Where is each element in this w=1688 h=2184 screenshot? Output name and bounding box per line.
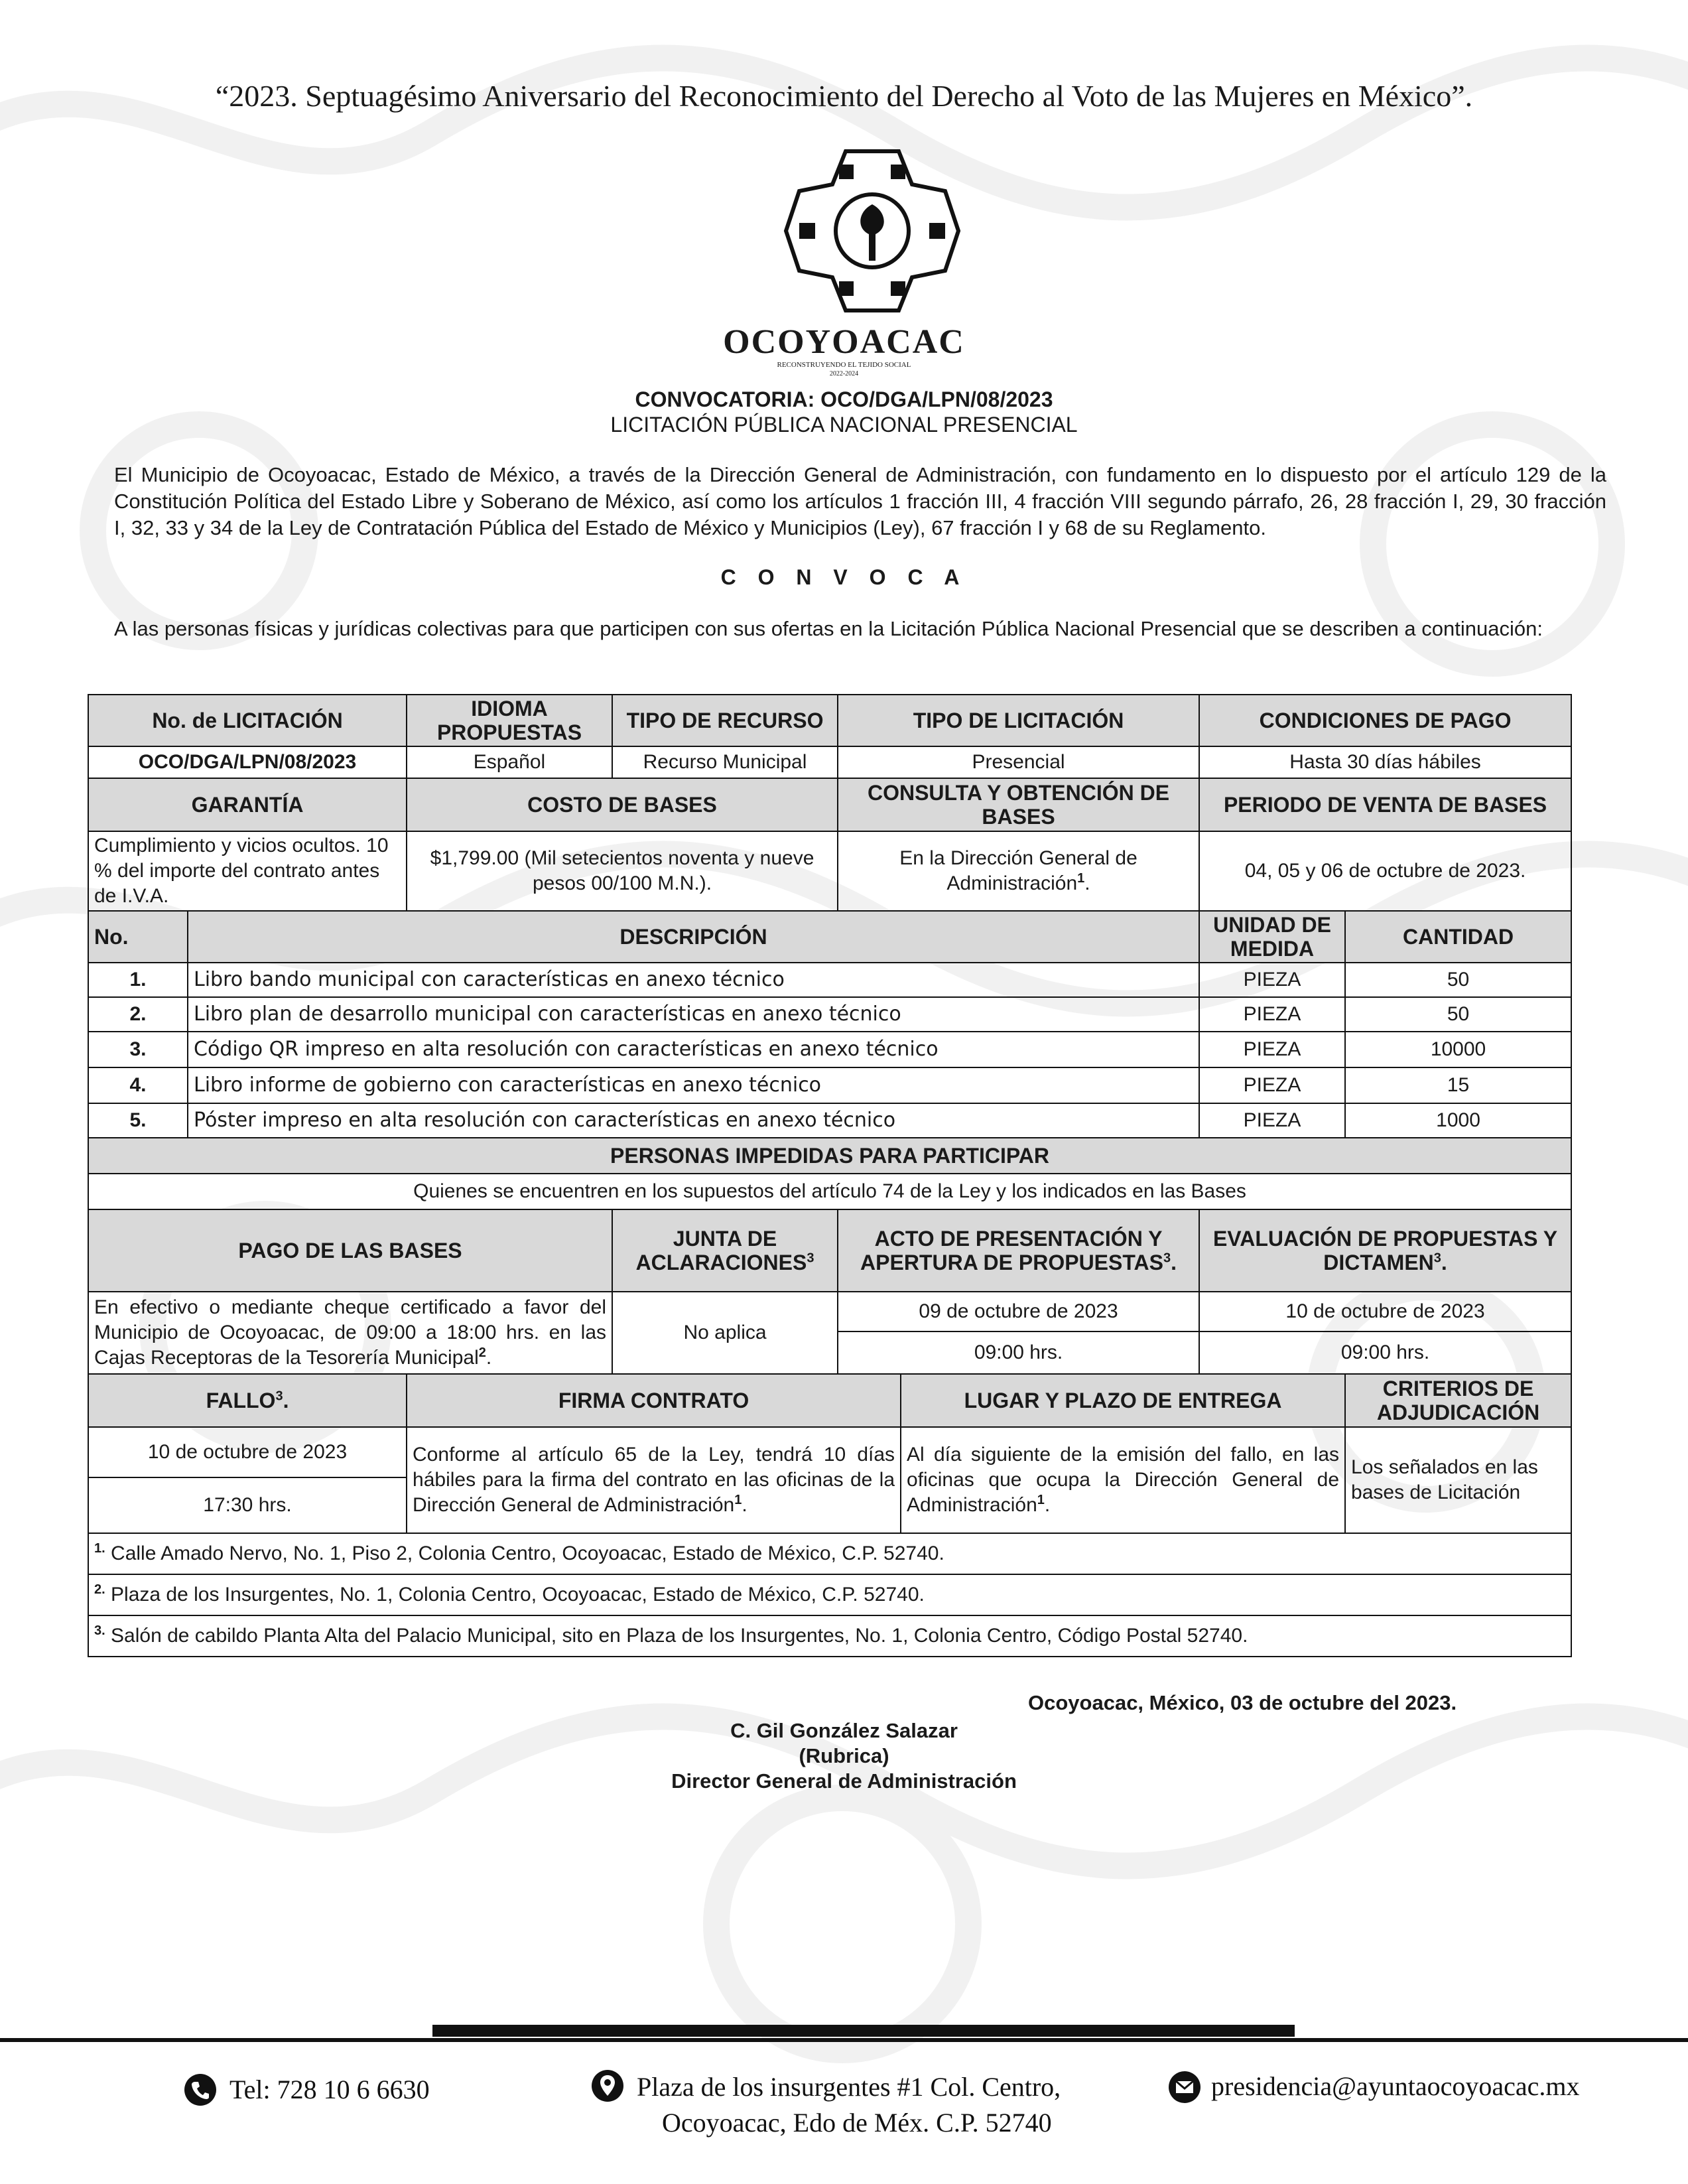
- pago-period: .: [486, 1347, 492, 1369]
- commemorative-motto: “2023. Septuagésimo Aniversario del Reconocimiento del Derecho al Voto de las Mujeres en México”.: [215, 79, 1473, 113]
- header-consulta-bases: CONSULTA Y OBTENCIÓN DE BASES: [838, 778, 1199, 831]
- header-unidad: UNIDAD DE MEDIDA: [1199, 911, 1345, 963]
- consulta-text: En la Dirección General de Administración: [899, 847, 1137, 894]
- email-icon: [1169, 2071, 1201, 2103]
- footnote-ref: 1: [734, 1493, 742, 1507]
- header-condiciones-pago: CONDICIONES DE PAGO: [1199, 695, 1571, 746]
- footer-divider-thin: [0, 2038, 1688, 2042]
- firma-period: .: [742, 1494, 747, 1516]
- table-row: [88, 1032, 1571, 1067]
- item-description: Código QR impreso en alta resolución con características en anexo técnico: [188, 1032, 1199, 1067]
- footer-email: presidencia@ayuntaocoyoacac.mx: [1211, 2071, 1580, 2101]
- header-tipo-recurso: TIPO DE RECURSO: [612, 695, 838, 746]
- acto-label: ACTO DE PRESENTACIÓN Y APERTURA DE PROPUESTAS: [860, 1227, 1163, 1274]
- intro-paragraph: El Municipio de Ocoyoacac, Estado de México, a través de la Dirección General de Administración, con fundamento en lo dispuesto por el artículo 129 de la Constitución Política del Estado Libre y Soberano de México, así como los artículos 1 fracción III, 4 fracción VIII segundo párrafo, 26, 28 fracción I, 29, 30 fracción I, 32, 33 y 34 de la Ley de Contratación Pública del Estado de México y Municipios (Ley), 67 fracción I y 68 de su Reglamento.: [114, 463, 1606, 539]
- cell-fallo-fecha: 10 de octubre de 2023: [88, 1427, 407, 1477]
- cell-lugar-entrega: [901, 1427, 1345, 1533]
- header-tipo-licitacion: TIPO DE LICITACIÓN: [838, 695, 1199, 746]
- footnote-mark: 1.: [94, 1541, 105, 1556]
- item-unit: PIEZA: [1199, 1067, 1345, 1103]
- header-firma-contrato: FIRMA CONTRATO: [407, 1374, 901, 1427]
- tender-table: [88, 694, 1572, 1657]
- cell-costo-bases: $1,799.00 (Mil setecientos noventa y nueve pesos 00/100 M.N.).: [407, 831, 838, 911]
- item-number: 3.: [88, 1032, 188, 1067]
- item-quantity: 15: [1345, 1067, 1571, 1103]
- item-quantity: 50: [1345, 997, 1571, 1032]
- footer-address-line1: Plaza de los insurgentes #1 Col. Centro,: [637, 2072, 1061, 2102]
- place-and-date: Ocoyoacac, México, 03 de octubre del 2023.: [1028, 1691, 1457, 1714]
- header-garantia: GARANTÍA: [88, 778, 407, 831]
- header-no-licitacion: No. de LICITACIÓN: [88, 695, 407, 746]
- footnote-row: [88, 1615, 1571, 1657]
- cell-acto-fecha: 09 de octubre de 2023: [838, 1292, 1199, 1331]
- acto-period: .: [1171, 1251, 1177, 1274]
- item-description: Libro plan de desarrollo municipal con características en anexo técnico: [188, 997, 1199, 1032]
- footnote-row: [88, 1533, 1571, 1574]
- footnote-1: [88, 1533, 1571, 1574]
- footnote-ref: 3: [807, 1251, 814, 1266]
- footnote-ref: 1: [1037, 1493, 1045, 1507]
- item-description: Póster impreso en alta resolución con características en anexo técnico: [188, 1103, 1199, 1138]
- evaluacion-label: EVALUACIÓN DE PROPUESTAS Y DICTAMEN: [1212, 1227, 1558, 1274]
- header-lugar-entrega: LUGAR Y PLAZO DE ENTREGA: [901, 1374, 1345, 1427]
- header-pago-bases: PAGO DE LAS BASES: [88, 1209, 612, 1292]
- item-unit: PIEZA: [1199, 997, 1345, 1032]
- footnote-ref: 3: [1433, 1251, 1441, 1266]
- junta-label: JUNTA DE ACLARACIONES: [635, 1227, 807, 1274]
- item-quantity: 50: [1345, 963, 1571, 997]
- table-row: [88, 963, 1571, 997]
- header-evaluacion: [1199, 1209, 1571, 1292]
- fallo-period: .: [283, 1389, 289, 1412]
- invitation-paragraph: A las personas físicas y jurídicas colectivas para que participen con sus ofertas en la Licitación Pública Nacional Presencial que se describen a continuación:: [114, 617, 1543, 640]
- cell-tipo-licitacion: Presencial: [838, 746, 1199, 778]
- item-quantity: 1000: [1345, 1103, 1571, 1138]
- table-row: [88, 1103, 1571, 1138]
- footer-address-line2: Ocoyoacac, Edo de Méx. C.P. 52740: [662, 2108, 1052, 2138]
- footnote-2: [88, 1574, 1571, 1615]
- cell-idioma: Español: [407, 746, 612, 778]
- logo-tagline: RECONSTRUYENDO EL TEJIDO SOCIAL: [777, 361, 911, 369]
- footnote-ref: 3: [1163, 1251, 1171, 1266]
- firma-text: Conforme al artículo 65 de la Ley, tendrá 10 días hábiles para la firma del contrato en las oficinas de la Dirección General de Administración: [413, 1444, 895, 1516]
- footnote-ref: 3: [275, 1389, 283, 1404]
- cell-junta-aclaraciones: No aplica: [612, 1292, 838, 1374]
- cell-fallo-hora: 17:30 hrs.: [88, 1477, 407, 1533]
- item-number: 2.: [88, 997, 188, 1032]
- cell-evaluacion-fecha: 10 de octubre de 2023: [1199, 1292, 1571, 1331]
- header-costo-bases: COSTO DE BASES: [407, 778, 838, 831]
- consulta-period: .: [1084, 872, 1090, 894]
- item-unit: PIEZA: [1199, 1032, 1345, 1067]
- phone-icon: [184, 2074, 216, 2106]
- evaluacion-period: .: [1441, 1251, 1447, 1274]
- header-cantidad: CANTIDAD: [1345, 911, 1571, 963]
- footnote-ref: 2: [478, 1345, 486, 1360]
- cell-garantia: Cumplimiento y vicios ocultos. 10 % del importe del contrato antes de I.V.A.: [88, 831, 407, 911]
- signer-rubrica: (Rubrica): [799, 1744, 889, 1767]
- footer-divider-thick: [432, 2025, 1295, 2037]
- footnote-text: Plaza de los Insurgentes, No. 1, Colonia Centro, Ocoyoacac, Estado de México, C.P. 52740.: [111, 1584, 925, 1605]
- logo-name: OCOYOACAC: [723, 323, 965, 361]
- cell-periodo-venta: 04, 05 y 06 de octubre de 2023.: [1199, 831, 1571, 911]
- lugar-period: .: [1044, 1494, 1051, 1516]
- item-description: Libro bando municipal con características en anexo técnico: [188, 963, 1199, 997]
- footnote-ref: 1: [1077, 871, 1085, 886]
- footnote-text: Calle Amado Nervo, No. 1, Piso 2, Colonia Centro, Ocoyoacac, Estado de México, C.P. 52740.: [111, 1542, 944, 1564]
- pago-text: En efectivo o mediante cheque certificado a favor del Municipio de Ocoyoacac, de 09:00 a 18:00 hrs. en las Cajas Receptoras de la Tesorería Municipal: [94, 1296, 607, 1369]
- header-criterios: CRITERIOS DE ADJUDICACIÓN: [1345, 1374, 1571, 1427]
- cell-condiciones-pago: Hasta 30 días hábiles: [1199, 746, 1571, 778]
- footnote-text: Salón de cabildo Planta Alta del Palacio Municipal, sito en Plaza de los Insurgentes, No. 1, Colonia Centro, Código Postal 52740.: [111, 1625, 1248, 1647]
- header-junta-aclaraciones: [612, 1209, 838, 1292]
- item-unit: PIEZA: [1199, 963, 1345, 997]
- header-personas-impedidas: PERSONAS IMPEDIDAS PARA PARTICIPAR: [88, 1138, 1571, 1174]
- cell-no-licitacion: OCO/DGA/LPN/08/2023: [88, 746, 407, 778]
- header-periodo-venta: PERIODO DE VENTA DE BASES: [1199, 778, 1571, 831]
- convoca-heading: C O N V O C A: [720, 565, 968, 589]
- footnote-mark: 3.: [94, 1623, 105, 1638]
- item-unit: PIEZA: [1199, 1103, 1345, 1138]
- footnote-row: [88, 1574, 1571, 1615]
- header-idioma: IDIOMA PROPUESTAS: [407, 695, 612, 746]
- convocatoria-subtitle: LICITACIÓN PÚBLICA NACIONAL PRESENCIAL: [610, 413, 1078, 437]
- signer-name: C. Gil González Salazar: [730, 1719, 958, 1742]
- cell-firma-contrato: [407, 1427, 901, 1533]
- cell-tipo-recurso: Recurso Municipal: [612, 746, 838, 778]
- table-row: [88, 1067, 1571, 1103]
- header-item-no: No.: [88, 911, 188, 963]
- lugar-text: Al día siguiente de la emisión del fallo, en las oficinas que ocupa la Dirección General de Administración: [907, 1444, 1340, 1516]
- cell-evaluacion-hora: 09:00 hrs.: [1199, 1331, 1571, 1374]
- footer-phone: Tel: 728 10 6 6630: [229, 2075, 430, 2104]
- footnote-3: [88, 1615, 1571, 1657]
- cell-consulta-bases: [838, 831, 1199, 911]
- cell-criterios: Los señalados en las bases de Licitación: [1345, 1427, 1571, 1533]
- ocoyoacac-logo: [779, 145, 965, 317]
- cell-personas-impedidas: Quienes se encuentren en los supuestos del artículo 74 de la Ley y los indicados en las Bases: [88, 1174, 1571, 1209]
- item-description: Libro informe de gobierno con características en anexo técnico: [188, 1067, 1199, 1103]
- header-fallo: [88, 1374, 407, 1427]
- cell-acto-hora: 09:00 hrs.: [838, 1331, 1199, 1374]
- fallo-label: FALLO: [206, 1389, 276, 1412]
- item-number: 1.: [88, 963, 188, 997]
- signature-block: [0, 1718, 1688, 1794]
- convocatoria-title: CONVOCATORIA: OCO/DGA/LPN/08/2023: [635, 387, 1053, 411]
- location-pin-icon: [592, 2070, 623, 2102]
- logo-years: 2022-2024: [829, 370, 859, 377]
- footnote-mark: 2.: [94, 1582, 105, 1597]
- header-acto-presentacion: [838, 1209, 1199, 1292]
- item-number: 5.: [88, 1103, 188, 1138]
- item-number: 4.: [88, 1067, 188, 1103]
- signer-position: Director General de Administración: [671, 1769, 1017, 1793]
- table-row: [88, 997, 1571, 1032]
- cell-pago-bases: [88, 1292, 612, 1374]
- item-quantity: 10000: [1345, 1032, 1571, 1067]
- header-descripcion: DESCRIPCIÓN: [188, 911, 1199, 963]
